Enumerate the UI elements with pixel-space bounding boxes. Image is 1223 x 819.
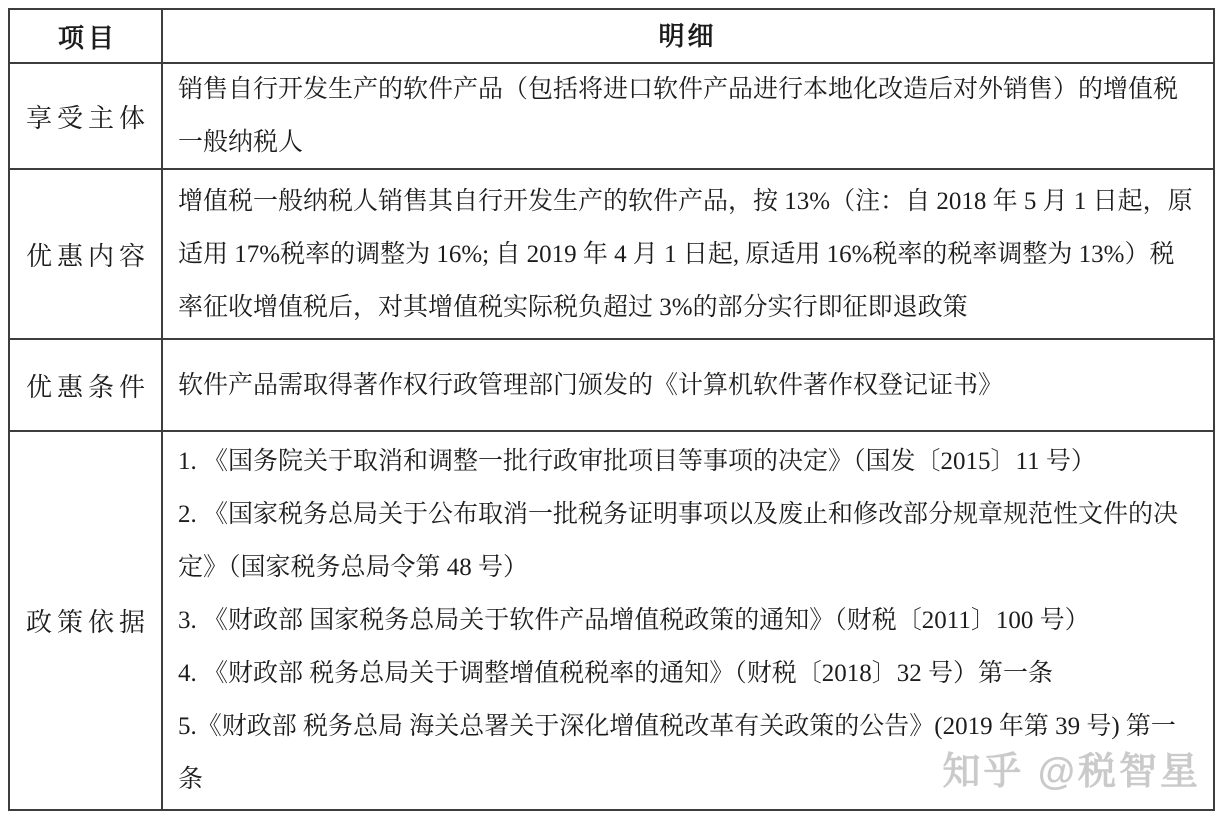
header-cell-item: 项目	[10, 10, 163, 62]
paragraph: 软件产品需取得著作权行政管理部门颁发的《计算机软件著作权登记证书》	[178, 371, 1004, 399]
tax-policy-table	[8, 8, 1215, 811]
policy-item-2: 2. 《国家税务总局关于公布取消一批税务证明事项以及废止和修改部分规章规范性文件的决定》（国家税务总局令第 48 号）	[178, 501, 1179, 581]
row-label-policy-basis: 政策依据	[10, 432, 163, 809]
row-content-preferential-content	[163, 170, 1213, 338]
header-cell-detail: 明细	[658, 21, 717, 51]
paragraph: 增值税一般纳税人销售其自行开发生产的软件产品，按 13%（注：自 2018 年 5 月 1 日起，原适用 17%税率的调整为 16%; 自 2019 年 4 月 1 日起, 原适用 16%税率的税率调整为 13%）税率征收增值税后，对其增值税实际税负超过 3%的部分实行即征即退政策	[178, 187, 1193, 321]
table-row-preferential-condition	[10, 340, 1213, 432]
row-label-eligible-entity: 享受主体	[10, 64, 163, 168]
row-content-preferential-condition	[163, 340, 1213, 430]
row-label-preferential-content: 优惠内容	[10, 170, 163, 338]
policy-item-3: 3. 《财政部 国家税务总局关于软件产品增值税政策的通知》（财税〔2011〕100 号）	[178, 607, 1090, 634]
row-content-eligible-entity	[163, 64, 1213, 168]
table-row-eligible-entity	[10, 64, 1213, 170]
policy-item-5: 5.《财政部 税务总局 海关总署关于深化增值税改革有关政策的公告》(2019 年第 39 号) 第一条	[178, 713, 1176, 793]
paragraph: 销售自行开发生产的软件产品（包括将进口软件产品进行本地化改造后对外销售）的增值税一般纳税人	[178, 76, 1179, 156]
zhihu-watermark: 知乎 @税智星	[942, 751, 1201, 793]
policy-item-4: 4. 《财政部 税务总局关于调整增值税税率的通知》（财税〔2018〕32 号）第一条	[178, 660, 1054, 687]
table-row-preferential-content	[10, 170, 1213, 340]
row-label-preferential-condition: 优惠条件	[10, 340, 163, 430]
table-header-row	[10, 10, 1213, 64]
policy-item-1: 1. 《国务院关于取消和调整一批行政审批项目等事项的决定》（国发〔2015〕11 号）	[178, 448, 1096, 475]
